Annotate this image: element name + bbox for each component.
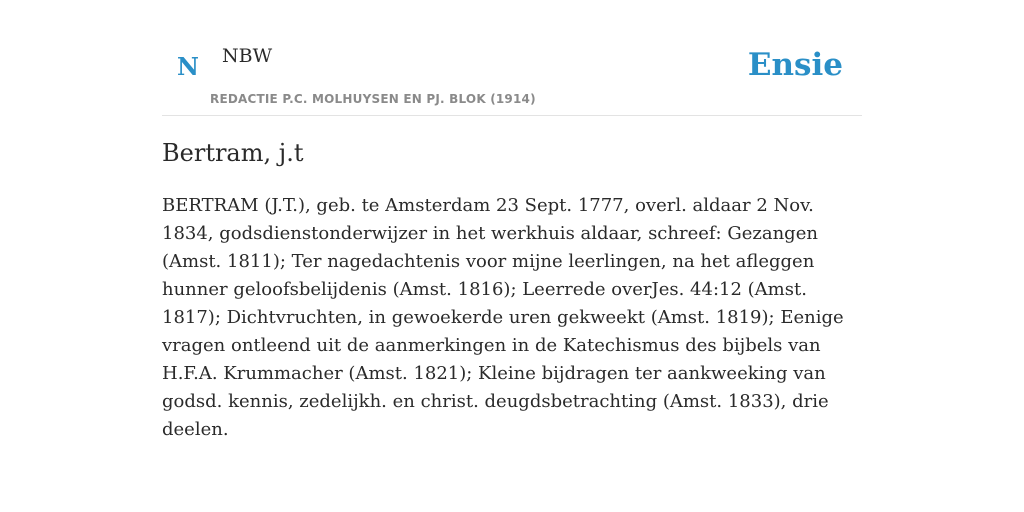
article-title: Bertram, j.t xyxy=(162,139,304,167)
page xyxy=(162,0,862,512)
brand-logo[interactable]: Ensie xyxy=(747,47,843,83)
source-subtitle: REDACTIE P.C. MOLHUYSEN EN PJ. BLOK (1914) xyxy=(210,92,536,106)
article-body: BERTRAM (J.T.), geb. te Amsterdam 23 Sept. 1777, overl. aldaar 2 Nov. 1834, godsdienstonderwijzer in het werkhuis aldaar, schreef: Gezangen (Amst. 1811); Ter nagedachtenis voor mijne leerlingen, na het afleggen hunner geloofsbelijdenis (Amst. 1816); Leerrede overJes. 44:12 (Amst. 1817); Dichtvruchten, in gewoekerde uren gekweekt (Amst. 1819); Eenige vragen ontleend uit de aanmerkingen in de Katechismus des bijbels van H.F.A. Krummacher (Amst. 1821); Kleine bijdragen ter aankweeking van godsd. kennis, zedelijkh. en christ. deugdsbetrachting (Amst. 1833), drie deelen. xyxy=(162,195,844,440)
source-name[interactable]: NBW xyxy=(222,45,273,67)
source-logo[interactable]: N xyxy=(177,52,199,81)
source-header xyxy=(162,0,862,116)
